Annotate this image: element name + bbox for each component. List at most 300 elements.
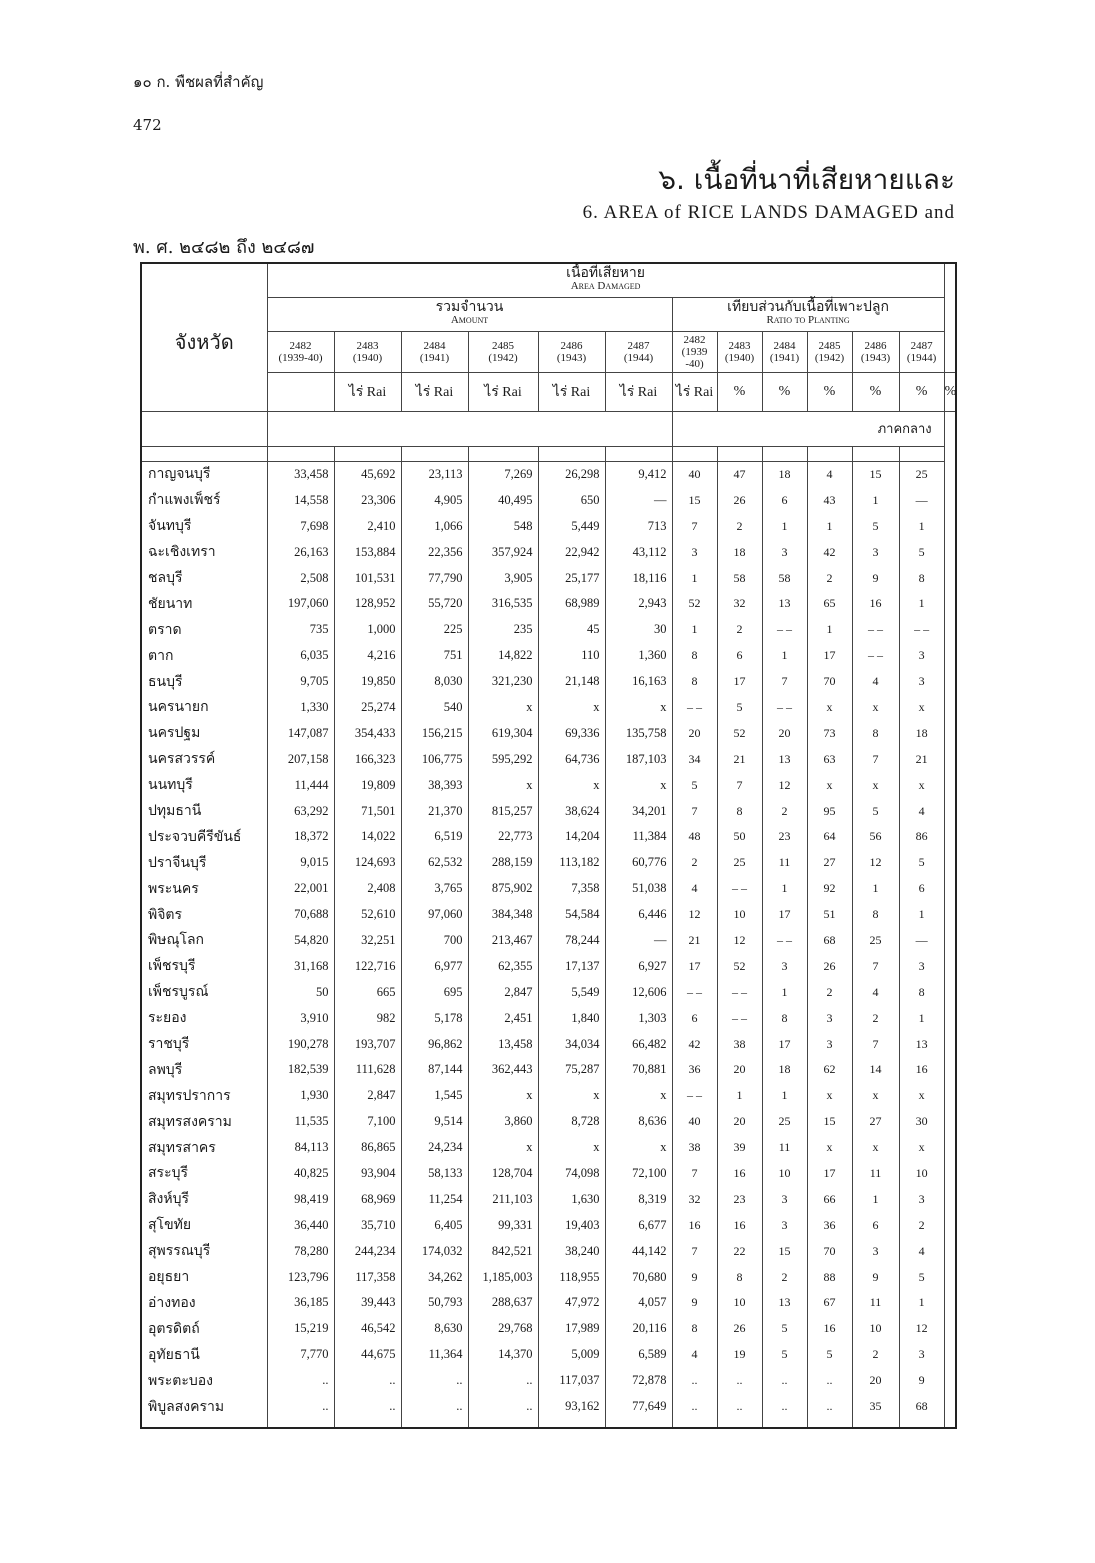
year-ad: (1939-40) [278, 351, 323, 364]
amount-cell: 98,419 [267, 1186, 334, 1212]
ratio-cell: 5 [717, 695, 762, 721]
amount-year-header [538, 331, 605, 372]
spacer-cell [605, 1419, 672, 1428]
amount-cell: 4,905 [401, 487, 468, 513]
ratio-cell: 12 [672, 902, 717, 928]
ratio-cell: – – [852, 617, 899, 643]
ratio-cell: 12 [852, 850, 899, 876]
ratio-cell: 21 [899, 746, 944, 772]
province-name: เพ็ชรบูรณ์ [141, 979, 267, 1005]
amount-cell: 68,989 [538, 591, 605, 617]
year-be: 2482 [683, 333, 706, 346]
ratio-cell: – – [672, 1083, 717, 1109]
ratio-cell: 34 [672, 746, 717, 772]
amount-cell: 113,182 [538, 850, 605, 876]
province-name: ระยอง [141, 1005, 267, 1031]
amount-cell: .. [267, 1368, 334, 1394]
damage-table [140, 262, 957, 1429]
amount-cell: 74,098 [538, 1161, 605, 1187]
year-be: 2484 [773, 339, 796, 352]
ratio-cell: 73 [807, 720, 852, 746]
amount-cell: 8,636 [605, 1109, 672, 1135]
table-row [141, 953, 956, 979]
amount-cell: 118,955 [538, 1264, 605, 1290]
ratio-cell: 1 [807, 617, 852, 643]
amount-cell: 156,215 [401, 720, 468, 746]
amount-cell: 6,405 [401, 1212, 468, 1238]
ratio-cell: 9 [852, 1264, 899, 1290]
ratio-cell: 7 [672, 798, 717, 824]
table-row [141, 824, 956, 850]
ratio-cell: 3 [762, 953, 807, 979]
area-damaged-thai: เนื้อที่เสียหาย [566, 266, 645, 282]
amount-cell: x [605, 1135, 672, 1161]
amount-cell: 34,262 [401, 1264, 468, 1290]
ratio-cell: 22 [717, 1238, 762, 1264]
province-name: พิษณุโลก [141, 928, 267, 954]
ratio-cell: x [807, 1083, 852, 1109]
blank-cell [141, 446, 267, 461]
amount-cell: 44,142 [605, 1238, 672, 1264]
ratio-cell: 4 [899, 798, 944, 824]
amount-cell: 24,234 [401, 1135, 468, 1161]
ratio-cell: 23 [717, 1186, 762, 1212]
amount-cell: x [538, 1135, 605, 1161]
amount-cell: 62,532 [401, 850, 468, 876]
amount-cell: 20,116 [605, 1316, 672, 1342]
province-name: ฉะเชิงเทรา [141, 539, 267, 565]
amount-cell: x [468, 695, 538, 721]
ratio-cell: 7 [672, 1161, 717, 1187]
ratio-cell: 1 [762, 643, 807, 669]
ratio-cell: 1 [899, 513, 944, 539]
amount-cell: 110 [538, 643, 605, 669]
ratio-cell: 42 [672, 1031, 717, 1057]
ratio-cell: – – [672, 979, 717, 1005]
ratio-cell: 3 [852, 539, 899, 565]
ratio-cell: 12 [762, 772, 807, 798]
province-name: ประจวบคีรีขันธ์ [141, 824, 267, 850]
ratio-cell: 67 [807, 1290, 852, 1316]
amount-cell: 63,292 [267, 798, 334, 824]
table-row [141, 1057, 956, 1083]
amount-cell: 2,943 [605, 591, 672, 617]
ratio-cell: 16 [717, 1212, 762, 1238]
ratio-cell: 4 [807, 461, 852, 487]
province-name: นครนายก [141, 695, 267, 721]
ratio-cell: 1 [672, 565, 717, 591]
ratio-cell: 10 [852, 1316, 899, 1342]
ratio-cell: – – [762, 617, 807, 643]
ratio-cell: 5 [762, 1342, 807, 1368]
amount-cell: .. [334, 1368, 401, 1394]
amount-cell: 19,850 [334, 669, 401, 695]
amount-cell: 735 [267, 617, 334, 643]
ratio-year-header [807, 331, 852, 372]
ratio-cell: 3 [672, 539, 717, 565]
ratio-cell: .. [717, 1394, 762, 1420]
title-thai: ๖. เนื้อที่นาที่เสียหายและ [658, 163, 955, 196]
amount-cell: 15,219 [267, 1316, 334, 1342]
amount-cell: .. [401, 1394, 468, 1420]
province-name: นครสวรรค์ [141, 746, 267, 772]
ratio-cell: 11 [852, 1161, 899, 1187]
amount-cell: 23,113 [401, 461, 468, 487]
ratio-cell: 5 [899, 850, 944, 876]
amount-cell: 17,137 [538, 953, 605, 979]
ratio-cell: 1 [852, 876, 899, 902]
ratio-cell: x [899, 772, 944, 798]
ratio-cell: – – [852, 643, 899, 669]
province-name: จันทบุรี [141, 513, 267, 539]
ratio-cell: 38 [717, 1031, 762, 1057]
ratio-cell: 39 [717, 1135, 762, 1161]
amount-cell: 751 [401, 643, 468, 669]
ratio-cell: 25 [899, 461, 944, 487]
amount-cell: 22,773 [468, 824, 538, 850]
amount-cell: 982 [334, 1005, 401, 1031]
amount-cell: 40,825 [267, 1161, 334, 1187]
amount-cell: x [605, 695, 672, 721]
ratio-cell: .. [807, 1368, 852, 1394]
amount-cell: .. [468, 1394, 538, 1420]
amount-cell: 5,009 [538, 1342, 605, 1368]
ratio-cell: – – [762, 928, 807, 954]
ratio-cell: – – [717, 979, 762, 1005]
ratio-cell: 2 [852, 1342, 899, 1368]
amount-cell: 60,776 [605, 850, 672, 876]
amount-cell: 34,034 [538, 1031, 605, 1057]
ratio-cell: 19 [717, 1342, 762, 1368]
ratio-cell: 62 [807, 1057, 852, 1083]
amount-cell: 54,820 [267, 928, 334, 954]
amount-cell: 18,116 [605, 565, 672, 591]
amount-cell: 71,501 [334, 798, 401, 824]
province-name: ตาก [141, 643, 267, 669]
spacer-cell [672, 1419, 717, 1428]
amount-cell: 69,336 [538, 720, 605, 746]
ratio-unit: % [852, 372, 899, 411]
amount-cell: 6,677 [605, 1212, 672, 1238]
amount-cell: 23,306 [334, 487, 401, 513]
amount-cell: 11,444 [267, 772, 334, 798]
amount-cell: 6,927 [605, 953, 672, 979]
amount-cell: 14,022 [334, 824, 401, 850]
amount-cell: 31,168 [267, 953, 334, 979]
amount-cell: 128,704 [468, 1161, 538, 1187]
ratio-year-header [672, 331, 717, 372]
year-be: 2485 [492, 339, 514, 352]
blank-cell [334, 446, 401, 461]
ratio-cell: 5 [762, 1316, 807, 1342]
amount-cell: 316,535 [468, 591, 538, 617]
ratio-cell: 68 [899, 1394, 944, 1420]
province-name: พระตะบอง [141, 1368, 267, 1394]
ratio-cell: 40 [672, 1109, 717, 1135]
ratio-cell: 2 [807, 979, 852, 1005]
amount-cell: 207,158 [267, 746, 334, 772]
ratio-cell: 20 [717, 1109, 762, 1135]
amount-cell: 197,060 [267, 591, 334, 617]
ratio-cell: x [899, 1135, 944, 1161]
amount-cell: 9,705 [267, 669, 334, 695]
province-name: กำแพงเพ็ชร์ [141, 487, 267, 513]
ratio-cell: 2 [807, 565, 852, 591]
amount-thai: รวมจำนวน [435, 300, 504, 315]
ratio-cell: 2 [672, 850, 717, 876]
table-row [141, 1135, 956, 1161]
amount-cell: 50,793 [401, 1290, 468, 1316]
amount-cell: 9,412 [605, 461, 672, 487]
ratio-cell: 1 [762, 513, 807, 539]
amount-cell: .. [267, 1394, 334, 1420]
amount-cell: 93,904 [334, 1161, 401, 1187]
ratio-cell: 15 [762, 1238, 807, 1264]
blank-cell [605, 446, 672, 461]
ratio-cell: 18 [899, 720, 944, 746]
spacer-cell [852, 1419, 899, 1428]
amount-cell: 166,323 [334, 746, 401, 772]
amount-cell: 153,884 [334, 539, 401, 565]
ratio-cell: 14 [852, 1057, 899, 1083]
ratio-cell: 18 [717, 539, 762, 565]
table-row [141, 876, 956, 902]
amount-cell: 33,458 [267, 461, 334, 487]
table-row [141, 746, 956, 772]
ratio-cell: 35 [852, 1394, 899, 1420]
amount-unit: ไร่ Rai [538, 372, 605, 411]
ratio-cell: 3 [899, 669, 944, 695]
province-name: ลพบุรี [141, 1057, 267, 1083]
amount-cell: 51,038 [605, 876, 672, 902]
amount-cell: 75,287 [538, 1057, 605, 1083]
amount-cell: 650 [538, 487, 605, 513]
amount-cell: 93,162 [538, 1394, 605, 1420]
blank-cell [762, 446, 807, 461]
ratio-cell: 48 [672, 824, 717, 850]
province-name: ปทุมธานี [141, 798, 267, 824]
province-name: สระบุรี [141, 1161, 267, 1187]
ratio-cell: x [899, 1083, 944, 1109]
ratio-cell: 9 [899, 1368, 944, 1394]
ratio-cell: 3 [762, 539, 807, 565]
amount-cell: 1,930 [267, 1083, 334, 1109]
amount-cell: 64,736 [538, 746, 605, 772]
ratio-cell: 15 [672, 487, 717, 513]
ratio-cell: 8 [717, 1264, 762, 1290]
amount-cell: 211,103 [468, 1186, 538, 1212]
ratio-cell: 12 [899, 1316, 944, 1342]
table-row [141, 1238, 956, 1264]
ratio-cell: 26 [717, 487, 762, 513]
year-ad: (1940) [724, 351, 755, 364]
amount-cell: 11,254 [401, 1186, 468, 1212]
amount-cell: 14,558 [267, 487, 334, 513]
year-be: 2482 [289, 339, 312, 352]
amount-cell: 54,584 [538, 902, 605, 928]
amount-cell: 384,348 [468, 902, 538, 928]
table-row [141, 798, 956, 824]
amount-en: Amount [450, 314, 489, 326]
province-name: ตราด [141, 617, 267, 643]
amount-cell: 9,015 [267, 850, 334, 876]
table-row [141, 539, 956, 565]
ratio-cell: 20 [762, 720, 807, 746]
ratio-cell: .. [807, 1394, 852, 1420]
blank-cell [672, 446, 717, 461]
amount-cell: 548 [468, 513, 538, 539]
amount-unit: ไร่ Rai [334, 372, 401, 411]
amount-cell: 3,910 [267, 1005, 334, 1031]
ratio-cell: 10 [717, 902, 762, 928]
ratio-cell: 95 [807, 798, 852, 824]
amount-cell: 815,257 [468, 798, 538, 824]
amount-cell: x [538, 772, 605, 798]
province-name: ราชบุรี [141, 1031, 267, 1057]
amount-cell: 1,185,003 [468, 1264, 538, 1290]
ratio-cell: 21 [717, 746, 762, 772]
year-ad: (1943) [860, 351, 891, 364]
ratio-cell: 58 [762, 565, 807, 591]
amount-cell: 7,358 [538, 876, 605, 902]
spacer-cell [468, 1419, 538, 1428]
ratio-cell: 8 [852, 720, 899, 746]
table-row [141, 1186, 956, 1212]
amount-cell: 357,924 [468, 539, 538, 565]
amount-cell: 2,451 [468, 1005, 538, 1031]
year-ad: (1941) [769, 351, 800, 364]
section-label: ๑๐ ก. พืชผลที่สำคัญ [133, 73, 264, 91]
spacer-cell [807, 1419, 852, 1428]
year-ad: (1942) [814, 351, 845, 364]
area-damaged-header [267, 263, 944, 297]
amount-cell: 8,319 [605, 1186, 672, 1212]
year-be: 2486 [560, 339, 583, 352]
ratio-cell: .. [762, 1368, 807, 1394]
amount-cell: 14,204 [538, 824, 605, 850]
ratio-cell: 21 [672, 928, 717, 954]
amount-cell: 14,822 [468, 643, 538, 669]
ratio-cell: 16 [807, 1316, 852, 1342]
amount-cell: 66,482 [605, 1031, 672, 1057]
ratio-cell: 3 [762, 1212, 807, 1238]
amount-cell: 540 [401, 695, 468, 721]
blank-cell [468, 446, 538, 461]
ratio-cell: 32 [717, 591, 762, 617]
ratio-cell: 8 [672, 1316, 717, 1342]
amount-cell: 1,066 [401, 513, 468, 539]
amount-cell: 21,148 [538, 669, 605, 695]
year-be: 2484 [423, 339, 446, 352]
amount-cell: 55,720 [401, 591, 468, 617]
year-be: 2487 [910, 339, 933, 352]
year-be: 2483 [356, 339, 379, 352]
ratio-cell: 1 [899, 1290, 944, 1316]
amount-cell: 5,549 [538, 979, 605, 1005]
ratio-cell: 6 [762, 487, 807, 513]
amount-cell: 25,274 [334, 695, 401, 721]
table-row [141, 1083, 956, 1109]
ratio-cell: 1 [899, 1005, 944, 1031]
ratio-cell: x [852, 772, 899, 798]
amount-cell: 700 [401, 928, 468, 954]
amount-cell: 11,384 [605, 824, 672, 850]
amount-cell: 244,234 [334, 1238, 401, 1264]
ratio-cell: 17 [762, 1031, 807, 1057]
ratio-cell: – – [762, 695, 807, 721]
ratio-cell: 4 [852, 979, 899, 1005]
amount-cell: 77,649 [605, 1394, 672, 1420]
amount-cell: 3,905 [468, 565, 538, 591]
ratio-cell: x [899, 695, 944, 721]
spacer-cell [762, 1419, 807, 1428]
amount-cell: 22,001 [267, 876, 334, 902]
amount-cell: 665 [334, 979, 401, 1005]
ratio-cell: 32 [672, 1186, 717, 1212]
ratio-cell: .. [717, 1368, 762, 1394]
table-row [141, 565, 956, 591]
amount-cell: 2,847 [334, 1083, 401, 1109]
amount-cell: 5,178 [401, 1005, 468, 1031]
amount-cell: x [468, 1083, 538, 1109]
amount-cell: x [468, 772, 538, 798]
amount-cell: 182,539 [267, 1057, 334, 1083]
ratio-cell: 8 [717, 798, 762, 824]
amount-cell: x [538, 695, 605, 721]
amount-cell: 77,790 [401, 565, 468, 591]
table-row [141, 617, 956, 643]
amount-cell: 87,144 [401, 1057, 468, 1083]
amount-cell: 321,230 [468, 669, 538, 695]
ratio-cell: 17 [762, 902, 807, 928]
amount-cell: x [538, 1083, 605, 1109]
ratio-cell: 8 [852, 902, 899, 928]
amount-cell: 362,443 [468, 1057, 538, 1083]
ratio-cell: 1 [899, 591, 944, 617]
ratio-cell: 26 [807, 953, 852, 979]
ratio-cell: 27 [807, 850, 852, 876]
ratio-cell: 1 [672, 617, 717, 643]
ratio-cell: 17 [807, 1161, 852, 1187]
amount-cell: 190,278 [267, 1031, 334, 1057]
year-ad: (1942) [488, 351, 518, 364]
amount-cell: 7,698 [267, 513, 334, 539]
ratio-cell: 92 [807, 876, 852, 902]
year-ad: (1941) [419, 351, 450, 364]
ratio-cell: 1 [762, 876, 807, 902]
ratio-cell: 66 [807, 1186, 852, 1212]
ratio-cell: 25 [852, 928, 899, 954]
ratio-cell: 64 [807, 824, 852, 850]
amount-cell: 43,112 [605, 539, 672, 565]
ratio-cell: 5 [899, 539, 944, 565]
amount-cell: 78,244 [538, 928, 605, 954]
ratio-cell: 1 [717, 1083, 762, 1109]
ratio-cell: 27 [852, 1109, 899, 1135]
amount-cell: 36,185 [267, 1290, 334, 1316]
amount-cell: 22,356 [401, 539, 468, 565]
ratio-cell: 18 [762, 461, 807, 487]
ratio-cell: 52 [717, 720, 762, 746]
ratio-header [672, 297, 944, 331]
amount-cell: 38,624 [538, 798, 605, 824]
table-row [141, 1316, 956, 1342]
table-row [141, 591, 956, 617]
ratio-cell: 13 [762, 591, 807, 617]
amount-cell: 26,163 [267, 539, 334, 565]
amount-cell: 1,303 [605, 1005, 672, 1031]
ratio-unit: % [807, 372, 852, 411]
